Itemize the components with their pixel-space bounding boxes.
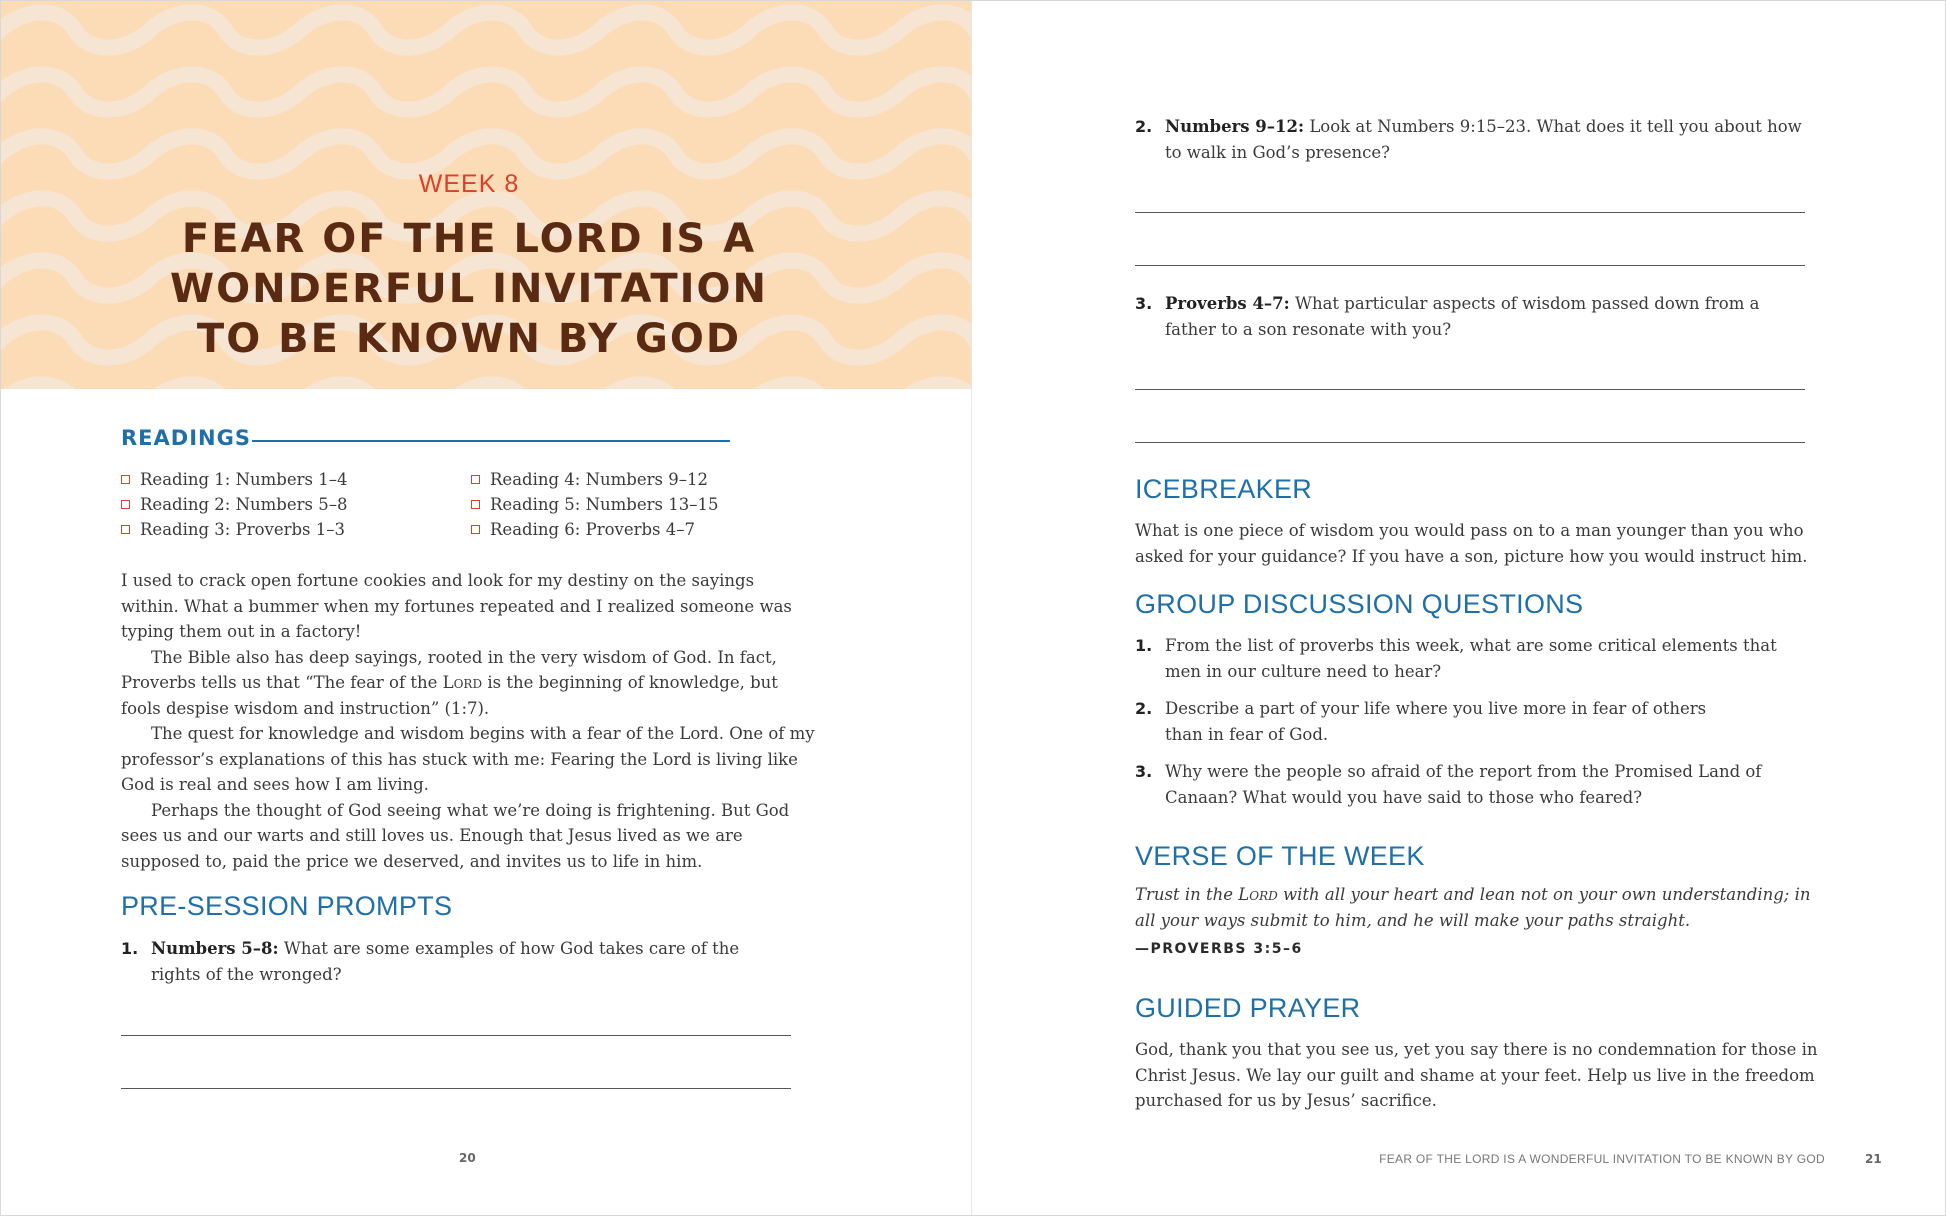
checkbox[interactable] — [471, 475, 480, 484]
checkbox[interactable] — [471, 525, 480, 534]
discussion-number: 1. — [1135, 636, 1153, 655]
header-banner — [0, 0, 972, 389]
readings-heading — [121, 426, 251, 450]
discussion-text: From the list of proverbs this week, what are some critical elements that men in our culture need to hear? — [1165, 636, 1777, 681]
answer-line[interactable] — [1135, 265, 1805, 266]
page-number: 20 — [459, 1151, 476, 1165]
answer-line[interactable] — [1135, 389, 1805, 390]
title-line: TO BE KNOWN BY GOD — [196, 316, 742, 362]
answer-line[interactable] — [121, 1088, 791, 1089]
reading-item[interactable] — [471, 520, 695, 539]
prompt-text: Numbers 5–8: What are some examples of how God takes care of the rights of the wronged? — [151, 939, 740, 984]
intro-paragraph: The quest for knowledge and wisdom begins with a fear of the Lord. One of my professor’s explanations of this has stuck with me: Fearing the Lord is living like God is real and sees how I am living. — [121, 724, 815, 794]
reading-item[interactable] — [121, 520, 345, 539]
answer-line[interactable] — [1135, 212, 1805, 213]
reading-item[interactable] — [121, 470, 347, 489]
pre-session-heading: PRE-SESSION PROMPTS — [121, 891, 453, 921]
intro-text — [121, 568, 817, 874]
title-line: FEAR OF THE LORD IS A — [181, 216, 757, 262]
prompt-number: 2. — [1135, 117, 1153, 136]
reading-item[interactable] — [121, 495, 347, 514]
reading-label: Reading 1: Numbers 1–4 — [140, 470, 348, 489]
prompt-text: Proverbs 4–7: What particular aspects of wisdom passed down from a father to a son resonate with you? — [1165, 294, 1760, 339]
checkbox[interactable] — [121, 475, 130, 484]
answer-line[interactable] — [121, 1035, 791, 1036]
icebreaker-heading: ICEBREAKER — [1135, 474, 1313, 504]
icebreaker-text: What is one piece of wisdom you would pass on to a man younger than you who asked for your guidance? If you have a son, picture how you would instruct him. — [1135, 521, 1808, 566]
intro-paragraph: Perhaps the thought of God seeing what we’re doing is frightening. But God sees us and our warts and still loves us. Enough that Jesus lived as we are supposed to, paid the price we deserved, and invites us to life in him. — [121, 800, 790, 871]
discussion-heading: GROUP DISCUSSION QUESTIONS — [1135, 589, 1584, 619]
reading-label: Reading 4: Numbers 9–12 — [490, 470, 708, 489]
prayer-text: God, thank you that you see us, yet you say there is no condemnation for those in Christ Jesus. We lay our guilt and shame at your feet. Help us live in the freedom purchased for us by Jesus’ sacrifice. — [1135, 1040, 1818, 1110]
reading-item[interactable] — [471, 470, 708, 489]
verse-reference: —PROVERBS 3:5–6 — [1135, 941, 1303, 957]
left-page — [0, 0, 972, 1216]
prompt-text: Numbers 9–12: Look at Numbers 9:15–23. What does it tell you about how to walk in God’s presence? — [1165, 117, 1802, 162]
discussion-text: Why were the people so afraid of the report from the Promised Land of Canaan? What would you have said to those who feared? — [1165, 762, 1762, 807]
week-label: WEEK 8 — [418, 170, 520, 198]
discussion-number: 3. — [1135, 762, 1153, 781]
reading-label: Reading 5: Numbers 13–15 — [490, 495, 719, 514]
reading-label: Reading 3: Proverbs 1–3 — [140, 520, 346, 539]
answer-line[interactable] — [1135, 442, 1805, 443]
readings-rule — [252, 440, 730, 442]
checkbox[interactable] — [121, 525, 130, 534]
verse-heading: VERSE OF THE WEEK — [1135, 841, 1425, 871]
discussion-text: Describe a part of your life where you live more in fear of others than in fear of God. — [1165, 699, 1707, 744]
title-line: WONDERFUL INVITATION — [169, 266, 769, 312]
prompt-number: 1. — [121, 939, 139, 958]
checkbox[interactable] — [471, 500, 480, 509]
reading-label: Reading 2: Numbers 5–8 — [140, 495, 348, 514]
discussion-number: 2. — [1135, 699, 1153, 718]
intro-paragraph: The Bible also has deep sayings, rooted in the very wisdom of God. In fact, Proverbs tells us that “The fear of the Lord is the beginning of knowledge, but fools despise wisdom and instruction” (1:7). — [121, 647, 778, 718]
reading-item[interactable] — [471, 495, 718, 514]
page-number: 21 — [1865, 1152, 1882, 1166]
running-head: FEAR OF THE LORD IS A WONDERFUL INVITATION TO BE KNOWN BY GOD — [1379, 1152, 1825, 1166]
prayer-heading: GUIDED PRAYER — [1135, 993, 1361, 1023]
reading-label: Reading 6: Proverbs 4–7 — [490, 520, 696, 539]
readings-heading-text: READINGS — [121, 426, 251, 450]
prompt-number: 3. — [1135, 294, 1153, 313]
right-page — [972, 0, 1946, 1216]
checkbox[interactable] — [121, 500, 130, 509]
intro-paragraph: I used to crack open fortune cookies and look for my destiny on the sayings within. What a bummer when my fortunes repeated and I realized someone was typing them out in a factory! — [121, 571, 792, 641]
verse-text: Trust in the Lord with all your heart and lean not on your own understanding; in all your ways submit to him, and he will make your paths straight. — [1135, 885, 1811, 930]
gutter — [971, 0, 972, 1216]
chapter-title — [0, 214, 938, 364]
